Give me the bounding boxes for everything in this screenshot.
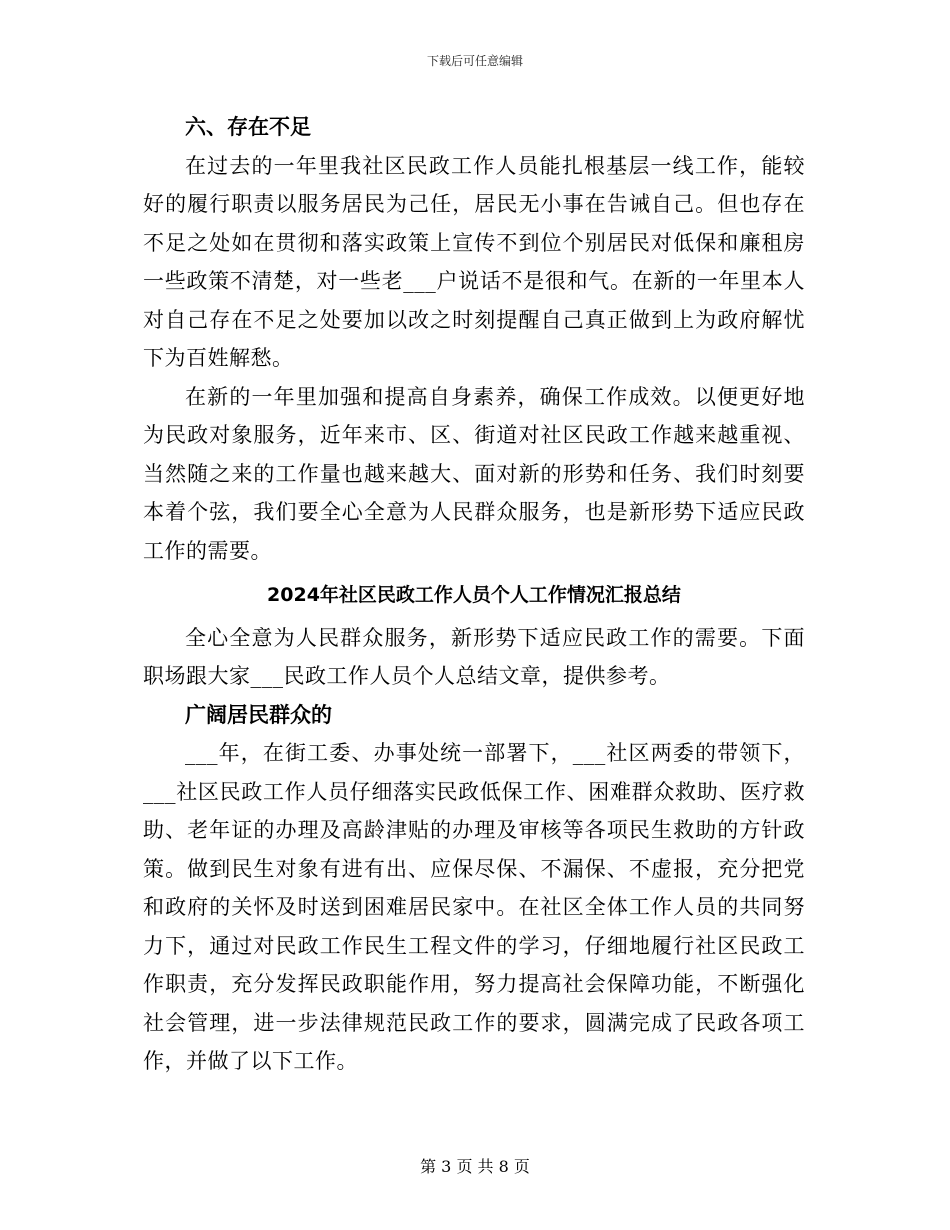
section-heading: 六、存在不足 [185,114,311,139]
paragraph: 在过去的一年里我社区民政工作人员能扎根基层一线工作，能较好的履行职责以服务居民为己任，居民无小事在告诫自己。但也存在不足之处如在贯彻和落实政策上宣传不到位个别居民对低保和廉租房一些政策不清楚，对一些老___户说话不是很和气。在新的一年里本人对自己存在不足之处要加以改之时刻提醒自己真正做到上为政府解忧下为百姓解愁。 [143,153,805,370]
document-body [143,108,805,1081]
document-title: 2024年社区民政工作人员个人工作情况汇报总结 [267,584,681,606]
paragraph: 在新的一年里加强和提高自身素养，确保工作成效。以便更好地为民政对象服务，近年来市、区、街道对社区民政工作越来越重视、当然随之来的工作量也越来越大、面对新的形势和任务、我们时刻要本着个弦，我们要全心全意为人民群众服务，也是新形势下适应民政工作的需要。 [143,384,805,563]
intro-paragraph: 全心全意为人民群众服务，新形势下适应民政工作的需要。下面职场跟大家___民政工作人员个人总结文章，提供参考。 [143,625,805,688]
page-header: 下载后可任意编辑 [426,54,523,68]
page-number: 第 3 页 共 8 页 [420,1157,530,1176]
subheading: 广阔居民群众的 [185,701,332,727]
body-paragraph: ___年，在街工委、办事处统一部署下，___社区两委的带领下，___社区民政工作人员仔细落实民政低保工作、困难群众救助、医疗救助、老年证的办理及高龄津贴的办理及审核等各项民生救助的方针政策。做到民生对象有进有出、应保尽保、不漏保、不虚报，充分把党和政府的关怀及时送到困难居民家中。在社区全体工作人员的共同努力下，通过对民政工作民生工程文件的学习，仔细地履行社区民政工作职责，充分发挥民政职能作用，努力提高社会保障功能，不断强化社会管理，进一步法律规范民政工作的要求，圆满完成了民政各项工作，并做了以下工作。 [143,741,805,1073]
